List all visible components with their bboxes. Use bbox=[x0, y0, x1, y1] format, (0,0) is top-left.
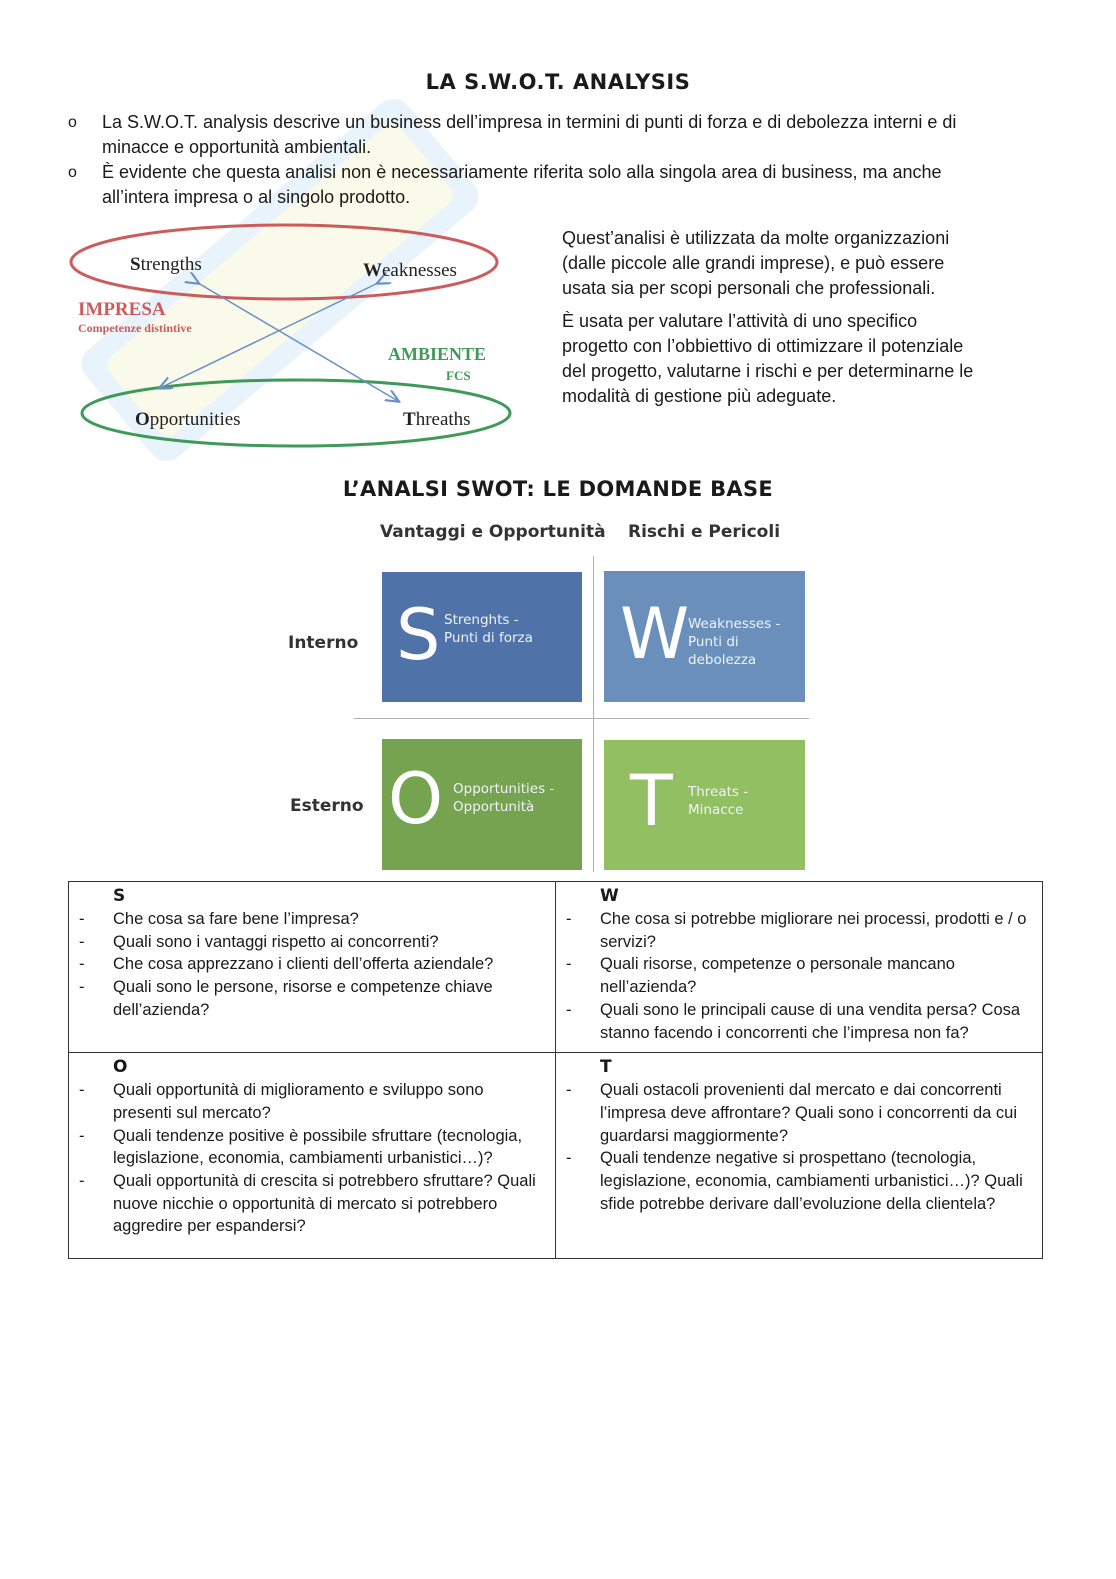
bullet-text: La S.W.O.T. analysis descrive un business dell’impresa in termini di punti di forza e di debolezza interni e di minacce e opportunità ambientali. bbox=[102, 112, 957, 157]
impresa-sublabel: Competenze distintive bbox=[78, 321, 192, 335]
questions-cell-weaknesses bbox=[556, 882, 1043, 1053]
swot-questions-table bbox=[68, 881, 1043, 1259]
threats-label: Threaths bbox=[403, 409, 471, 430]
item-text: Che cosa si potrebbe migliorare nei processi, prodotti e / o servizi? bbox=[600, 910, 1027, 951]
row-label-top: Interno bbox=[288, 633, 359, 653]
list-item: - Quali tendenze positive è possibile sfruttare (tecnologia, legislazione, economia, cambiamenti urbanistici…)? bbox=[79, 1126, 523, 1168]
questions-cell-strengths bbox=[69, 882, 556, 1053]
opportunities-label: Opportunities bbox=[135, 409, 241, 430]
item-text: Quali sono le persone, risorse e competenze chiave dell’azienda? bbox=[113, 978, 493, 1019]
grid-divider-vertical bbox=[593, 556, 594, 872]
grid-divider-horizontal bbox=[354, 718, 809, 719]
questions-cell-opportunities bbox=[69, 1053, 556, 1259]
list-item: - Che cosa apprezzano i clienti dell’offerta aziendale? bbox=[79, 955, 494, 974]
swot-ellipse-diagram bbox=[60, 220, 530, 460]
column-label-left: Vantaggi e Opportunità bbox=[380, 522, 606, 542]
strengths-label: Strengths bbox=[130, 254, 202, 275]
swot-box-strengths bbox=[382, 572, 582, 702]
item-text: Quali ostacoli provenienti dal mercato e dai concorrenti l’impresa deve affrontare? Quali sono i concorrenti da cui guardarsi maggiormente? bbox=[600, 1081, 1018, 1145]
table-row bbox=[69, 882, 1043, 1053]
list-item: - Quali sono le principali cause di una vendita persa? Cosa stanno facendo i concorrenti che l’impresa non fa? bbox=[566, 1000, 1021, 1042]
column-label-right: Rischi e Pericoli bbox=[628, 522, 781, 542]
box-caption-line: Minacce bbox=[688, 802, 744, 818]
box-caption-line: Threats - bbox=[688, 784, 749, 800]
box-caption-line: Opportunities - bbox=[453, 781, 555, 797]
list-item: - Quali opportunità di crescita si potrebbero sfruttare? Quali nuove nicchie o opportunità di mercato si potrebbero aggredire per espandersi? bbox=[79, 1172, 536, 1236]
box-caption-line: Punti di forza bbox=[444, 630, 533, 646]
cell-heading: W bbox=[600, 886, 619, 906]
list-item: - Quali risorse, competenze o personale mancano nell’azienda? bbox=[566, 955, 955, 997]
cell-heading: O bbox=[113, 1057, 128, 1078]
list-item: - Quali tendenze negative si prospettano (tecnologia, legislazione, economia, cambiamenti urbanistici…)? Quali sfide potrebbe derivare dall’evoluzione della clientela? bbox=[566, 1149, 1023, 1213]
box-caption-line: debolezza bbox=[688, 652, 757, 668]
swot-box-opportunities bbox=[382, 739, 582, 870]
ambiente-label: AMBIENTE bbox=[388, 344, 487, 364]
bullet-text: È evidente che questa analisi non è necessariamente riferita solo alla singola area di business, ma anche all’intera impresa o al singolo prodotto. bbox=[102, 162, 942, 207]
item-text: Quali risorse, competenze o personale mancano nell’azienda? bbox=[600, 955, 955, 997]
cell-heading: S bbox=[113, 886, 126, 906]
list-item: - Quali sono i vantaggi rispetto ai concorrenti? bbox=[79, 932, 439, 951]
questions-cell-threats bbox=[556, 1053, 1043, 1259]
list-item: - Quali opportunità di miglioramento e sviluppo sono presenti sul mercato? bbox=[79, 1081, 484, 1122]
side-description bbox=[562, 226, 982, 417]
item-text: Che cosa apprezzano i clienti dell’offerta aziendale? bbox=[113, 955, 494, 974]
intro-bullet bbox=[68, 110, 1008, 160]
bullet-marker: o bbox=[68, 114, 77, 131]
box-letter: W bbox=[620, 593, 690, 675]
item-text: Quali sono i vantaggi rispetto ai concorrenti? bbox=[113, 932, 439, 951]
intro-bullet-list bbox=[68, 110, 1008, 210]
item-text: Quali tendenze negative si prospettano (tecnologia, legislazione, economia, cambiamenti urbanistici…)? Quali sfide potrebbe derivare dall’evoluzione della clientela? bbox=[600, 1149, 1023, 1213]
page-title: LA S.W.O.T. ANALYSIS bbox=[425, 70, 691, 94]
side-paragraph: Quest’analisi è utilizzata da molte organizzazioni (dalle piccole alle grandi imprese), e può essere usata sia per scopi personali che professionali. bbox=[562, 228, 950, 298]
table-row bbox=[69, 1053, 1043, 1259]
item-text: Quali tendenze positive è possibile sfruttare (tecnologia, legislazione, economia, cambiamenti urbanistici…)? bbox=[113, 1126, 523, 1168]
box-caption-line: Opportunità bbox=[453, 799, 535, 815]
item-text: Che cosa sa fare bene l’impresa? bbox=[113, 910, 359, 928]
box-letter: S bbox=[396, 594, 441, 676]
list-item: - Che cosa sa fare bene l’impresa? bbox=[79, 910, 359, 928]
box-caption-line: Weaknesses - bbox=[688, 616, 781, 632]
arrow-line bbox=[198, 283, 398, 401]
box-caption-line: Strenghts - bbox=[444, 612, 519, 628]
item-text: Quali opportunità di crescita si potrebbero sfruttare? Quali nuove nicchie o opportunità di mercato si potrebbero aggredire per espandersi? bbox=[113, 1172, 536, 1236]
list-item: - Che cosa si potrebbe migliorare nei processi, prodotti e / o servizi? bbox=[566, 910, 1027, 951]
box-letter: T bbox=[630, 760, 673, 842]
row-label-bottom: Esterno bbox=[290, 796, 364, 816]
impresa-label: IMPRESA bbox=[78, 299, 166, 320]
list-item: - Quali sono le persone, risorse e competenze chiave dell’azienda? bbox=[79, 978, 493, 1019]
box-letter: O bbox=[388, 758, 444, 840]
cell-heading: T bbox=[600, 1057, 612, 1078]
side-paragraph: È usata per valutare l’attività di uno specifico progetto con l’obbiettivo di ottimizzare il potenziale del progetto, valutarne i rischi e per determinarne le modalità di gestione più adeguate. bbox=[562, 311, 974, 406]
section-title: L’ANALSI SWOT: LE DOMANDE BASE bbox=[342, 477, 774, 501]
swot-box-threats bbox=[604, 740, 805, 870]
box-caption-line: Punti di bbox=[688, 634, 739, 650]
item-text: Quali sono le principali cause di una vendita persa? Cosa stanno facendo i concorrenti che l’impresa non fa? bbox=[600, 1000, 1021, 1042]
intro-bullet bbox=[68, 160, 1008, 210]
ambiente-sublabel: FCS bbox=[446, 368, 471, 383]
list-item: - Quali ostacoli provenienti dal mercato e dai concorrenti l’impresa deve affrontare? Quali sono i concorrenti da cui guardarsi maggiormente? bbox=[566, 1081, 1018, 1145]
bullet-marker: o bbox=[68, 164, 77, 181]
swot-box-weaknesses bbox=[604, 571, 805, 702]
weaknesses-label: Weaknesses bbox=[363, 260, 457, 281]
item-text: Quali opportunità di miglioramento e sviluppo sono presenti sul mercato? bbox=[113, 1081, 484, 1122]
